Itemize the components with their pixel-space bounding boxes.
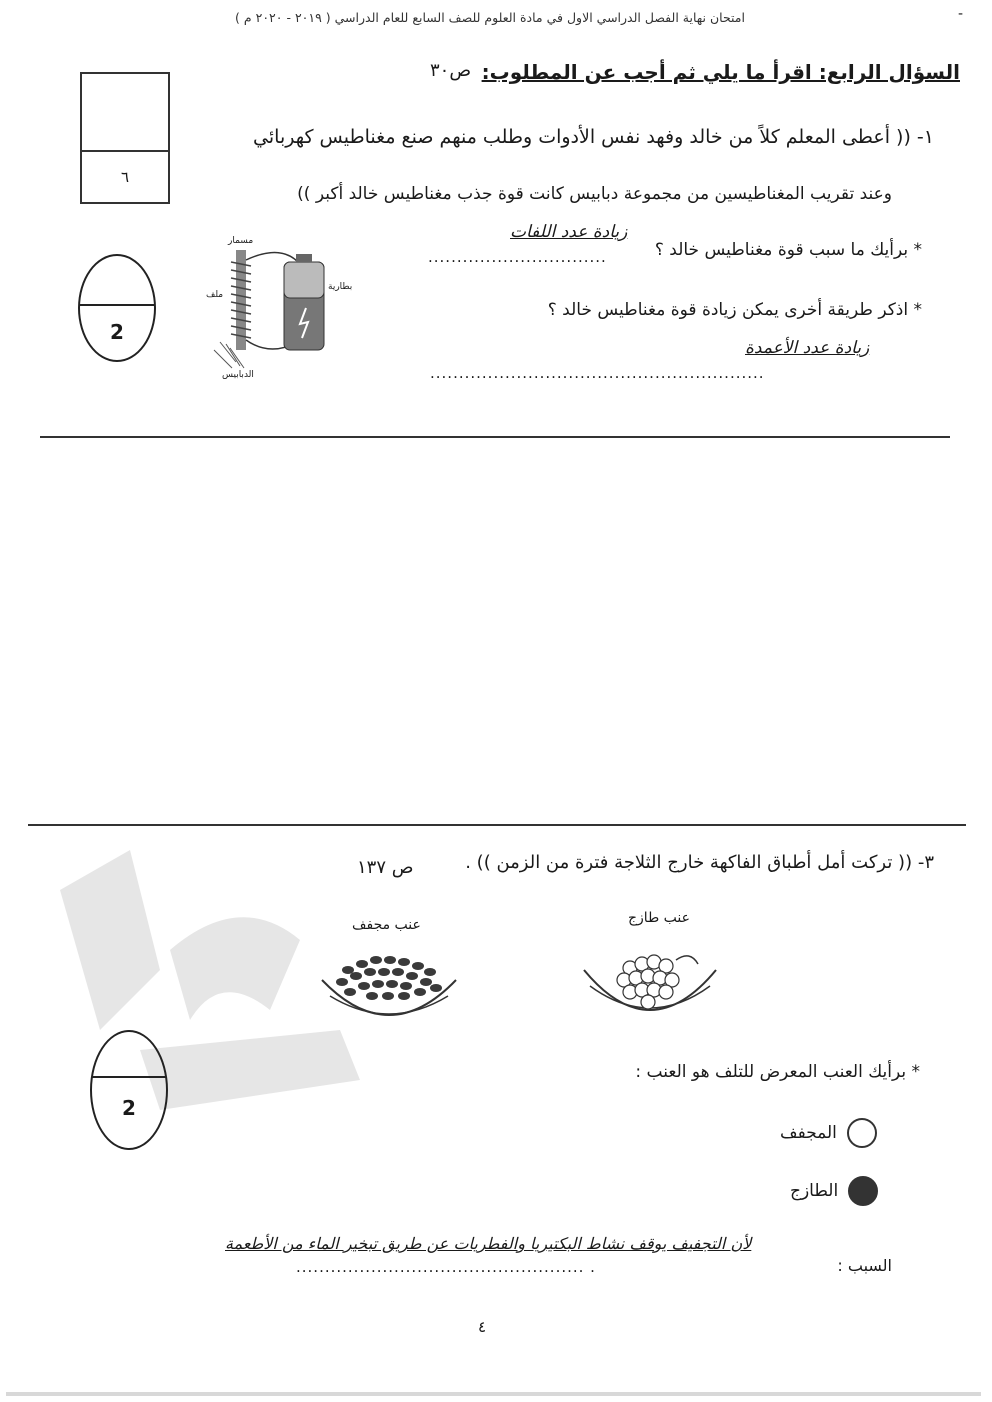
answer-a: زيادة عدد اللفات — [510, 222, 628, 242]
score-oval-part1 — [78, 254, 156, 362]
part1-text-line2: وعند تقريب المغناطيسين من مجموعة دبابيس كانت قوة جذب مغناطيس خالد أكبر )) — [297, 184, 892, 204]
question3-page-reference: ص ١٣٧ — [357, 857, 414, 878]
option-fresh-label: الطازج — [790, 1181, 839, 1201]
option-dried[interactable] — [780, 1118, 877, 1148]
page-reference: ص٣٠ — [430, 60, 472, 81]
label-nail: مسمار — [228, 236, 254, 246]
reason-dotted-line: .................................................. . — [296, 1258, 596, 1276]
option-fresh-radio-selected[interactable] — [848, 1176, 878, 1206]
question-title: السؤال الرابع: اقرأ ما يلي ثم أجب عن المطلوب: — [481, 60, 960, 84]
reason-label: السبب : — [837, 1256, 892, 1275]
dried-grapes-image — [318, 940, 460, 1026]
label-dried-grapes: عنب مجفف — [352, 917, 421, 933]
electromagnet-diagram — [200, 232, 360, 392]
question-b: * اذكر طريقة أخرى يمكن زيادة قوة مغناطيس خالد ؟ — [547, 300, 922, 320]
exam-header: امتحان نهاية الفصل الدراسي الاول في مادة العلوم للصف السابع للعام الدراسي ( ٢٠١٩ - ٢٠٢٠ م ) — [235, 10, 745, 25]
label-pins: الدبابيس — [222, 370, 254, 380]
score-box-value: ٦ — [120, 168, 130, 186]
score-oval-value: 2 — [110, 320, 124, 344]
question3-text: ٣- (( تركت أمل أطباق الفاكهة خارج الثلاجة فترة من الزمن )) . — [465, 852, 934, 873]
answer-a-dotted-line: ............................... — [428, 248, 607, 266]
part1-text-line1: ١- (( أعطى المعلم كلاً من خالد وفهد نفس الأدوات وطلب منهم صنع مغناطيس كهربائي — [253, 126, 934, 148]
section-divider-bottom — [28, 824, 966, 826]
page-number: ٤ — [478, 1318, 487, 1336]
fresh-grapes-image — [580, 930, 720, 1020]
electromagnet-illustration — [200, 232, 360, 392]
question-a: * برأيك ما سبب قوة مغناطيس خالد ؟ — [654, 240, 922, 260]
corner-mark: - — [958, 6, 964, 22]
option-dried-label: المجفف — [780, 1123, 837, 1143]
label-fresh-grapes: عنب طازج — [628, 910, 690, 926]
page-bottom-edge — [6, 1392, 981, 1396]
question3-prompt: * برأيك العنب المعرض للتلف هو العنب : — [635, 1062, 920, 1082]
answer-b-dotted-line: .......................................................... — [430, 364, 765, 382]
option-dried-radio[interactable] — [847, 1118, 877, 1148]
option-fresh[interactable] — [790, 1176, 878, 1206]
score-box — [80, 72, 170, 204]
section-divider-top — [40, 436, 950, 438]
score-box-divider — [82, 150, 168, 152]
score-oval-part3 — [90, 1030, 168, 1150]
reason-answer: لأن التجفيف يوقف نشاط البكتيريا والفطريات عن طريق تبخير الماء من الأطعمة — [225, 1234, 752, 1253]
answer-b: زيادة عدد الأعمدة — [745, 338, 870, 358]
label-coil: ملف — [206, 290, 224, 300]
score-oval-divider — [80, 304, 154, 306]
score-oval-divider — [92, 1076, 166, 1078]
score-oval-value: 2 — [122, 1096, 136, 1120]
label-battery: بطارية — [328, 282, 353, 292]
